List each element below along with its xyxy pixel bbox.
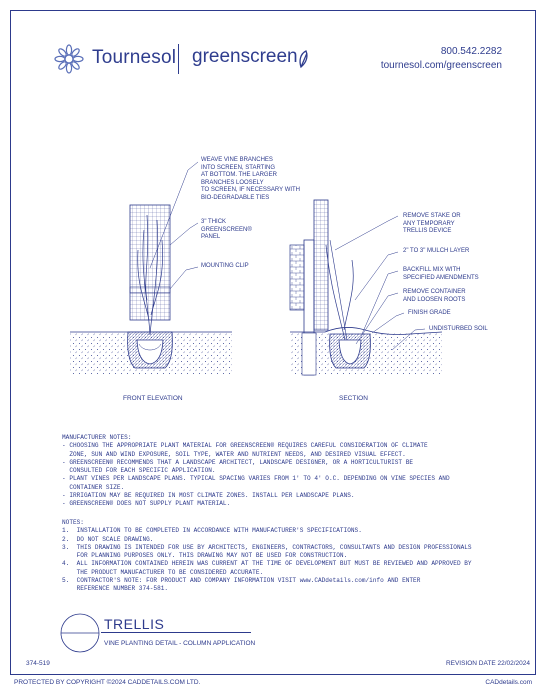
label-remove-stake: REMOVE STAKE OR ANY TEMPORARY TRELLIS DEVICE	[403, 213, 461, 235]
label-greenscreen-panel: 3" THICK GREENSCREEN® PANEL	[201, 219, 252, 241]
title-underline	[101, 632, 251, 633]
manufacturer-note-line: CONSULTED FOR EACH SPECIFIC APPLICATION.	[62, 467, 216, 475]
manufacturer-note-line: - GREENSCREEN® DOES NOT SUPPLY PLANT MATERIAL.	[62, 500, 231, 508]
manufacturer-note-line: - CHOOSING THE APPROPRIATE PLANT MATERIAL FOR GREENSCREEN® REQUIRES CAREFUL CONSIDERATION OF CLIMATE	[62, 442, 428, 450]
note-line: THE PRODUCT MANUFACTURER TO BE CONSIDERED ACCURATE.	[62, 568, 264, 576]
label-finish-grade: FINISH GRADE	[408, 310, 451, 316]
revision-date: REVISION DATE 22/02/2024	[445, 660, 530, 667]
general-notes	[62, 519, 472, 594]
note-line: 4. ALL INFORMATION CONTAINED HEREIN WAS CURRENT AT THE TIME OF DEVELOPMENT BUT MUST BE REVIEWED AND APPROVED BY	[62, 560, 472, 568]
manufacturer-notes-heading: MANUFACTURER NOTES:	[62, 434, 132, 441]
phone-number: 800.542.2282	[440, 46, 502, 57]
drawing-title: TRELLIS	[104, 616, 165, 632]
title-bubble-icon	[59, 612, 101, 654]
label-mulch-layer: 2" TO 3" MULCH LAYER	[403, 248, 470, 254]
note-line: 3. THIS DRAWING IS INTENDED FOR USE BY ARCHITECTS, ENGINEERS, CONTRACTORS, CONSULTANTS AND DESIGN PROFESSIONALS	[62, 543, 472, 551]
caddetails-link[interactable]: CADdetails.com	[485, 679, 532, 686]
manufacturer-note-line: ZONE, SUN AND WIND EXPOSURE, SOIL TYPE, WATER AND NUTRIENT NEEDS, AND DESIRED VISUAL EFFECT.	[62, 450, 406, 458]
notes-heading: NOTES:	[62, 519, 84, 526]
note-line: 2. DO NOT SCALE DRAWING.	[62, 535, 154, 543]
caption-front-elevation: FRONT ELEVATION	[123, 395, 183, 402]
note-line: REFERENCE NUMBER 374-581.	[62, 585, 169, 593]
label-weave-vine: WEAVE VINE BRANCHES INTO SCREEN, STARTING AT BOTTOM. THE LARGER BRANCHES LOOSELY TO SCREEN, IF NECESSARY WITH BIO-DEGRADABLE TIES	[201, 157, 301, 201]
drawing-number: 374-519	[26, 660, 50, 667]
drawing-subtitle: VINE PLANTING DETAIL - COLUMN APPLICATION	[104, 640, 256, 647]
website-link[interactable]: tournesol.com/greenscreen	[380, 60, 502, 71]
label-mounting-clip: MOUNTING CLIP	[201, 263, 249, 269]
label-remove-container: REMOVE CONTAINER AND LOOSEN ROOTS	[403, 289, 466, 303]
note-line: 1. INSTALLATION TO BE COMPLETED IN ACCORDANCE WITH MANUFACTURER'S SPECIFICATIONS.	[62, 527, 362, 535]
note-line: FOR PLANNING PURPOSES ONLY. THIS DRAWING MAY NOT BE USED FOR CONSTRUCTION.	[62, 552, 348, 560]
label-undisturbed-soil: UNDISTURBED SOIL	[429, 326, 488, 332]
caption-section: SECTION	[339, 395, 368, 402]
label-backfill-mix: BACKFILL MIX WITH SPECIFIED AMENDMENTS	[403, 267, 479, 281]
note-line: 5. CONTRACTOR'S NOTE: FOR PRODUCT AND COMPANY INFORMATION VISIT www.CADdetails.com/info AND ENTER	[62, 577, 421, 585]
greenscreen-wordmark: greenscreen	[192, 46, 298, 67]
manufacturer-note-line: - IRRIGATION MAY BE REQUIRED IN MOST CLIMATE ZONES. INSTALL PER LANDSCAPE PLANS.	[62, 492, 355, 500]
copyright-notice: PROTECTED BY COPYRIGHT ©2024 CADDETAILS.COM LTD.	[14, 679, 201, 686]
manufacturer-note-line: CONTAINER SIZE.	[62, 483, 125, 491]
manufacturer-note-line: - GREENSCREEN® RECOMMENDS THAT A LANDSCAPE ARCHITECT, LANDSCAPE DESIGNER, OR A HORTICULTURIST BE	[62, 458, 414, 466]
manufacturer-note-line: - PLANT VINES PER LANDSCAPE PLANS. TYPICAL SPACING VARIES FROM 1' TO 4' O.C. DEPENDING ON VINE SPECIES AND	[62, 475, 450, 483]
manufacturer-notes	[62, 434, 450, 509]
tournesol-wordmark: Tournesol	[92, 47, 177, 68]
